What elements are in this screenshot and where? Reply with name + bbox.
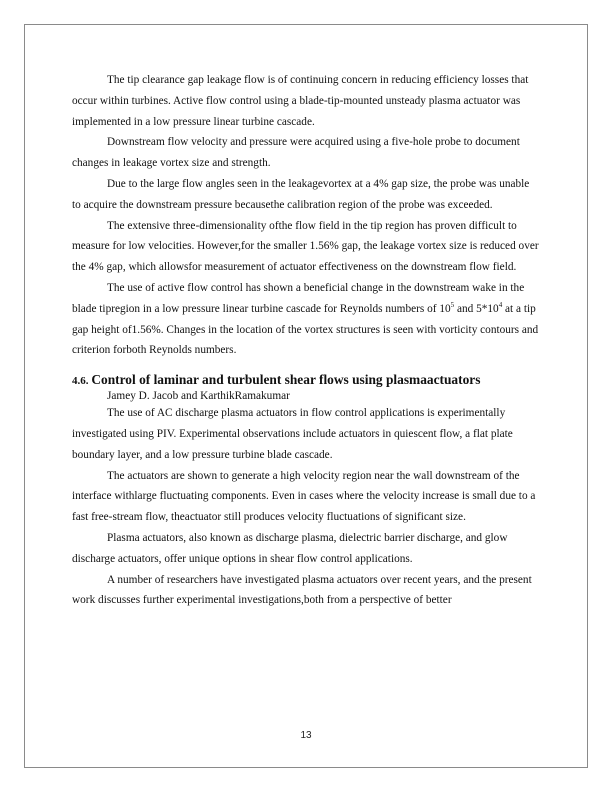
- superscript: 5: [450, 301, 455, 309]
- paragraph: Due to the large flow angles seen in the leakagevortex at a 4% gap size, the probe was unable to acquire the downstream pressure becausethe calibration region of the probe was exceeded.: [72, 177, 530, 211]
- paragraph: The actuators are shown to generate a high velocity region near the wall downstream of the interface withlarge fluctuating components. Even in cases where the velocity increase is small due to a fast free-stream flow, theactuator still produces velocity fluctuations of significant size.: [72, 469, 536, 524]
- section-heading: [72, 372, 540, 389]
- section-number: 4.6.: [72, 375, 89, 388]
- page-number: 13: [300, 730, 312, 741]
- paragraph: The tip clearance gap leakage flow is of continuing concern in reducing efficiency losses that occur within turbines. Active flow control using a blade-tip-mounted unsteady plasma actuator was implemented in a low pressure linear turbine cascade.: [72, 74, 529, 128]
- text-run: and 5*10: [454, 302, 499, 315]
- paragraph: The use of AC discharge plasma actuators in flow control applications is experimentally investigated using PIV. Experimental observations include actuators in quiescent flow, a flat plate boundary layer, and a low pressure turbine blade cascade.: [72, 407, 513, 461]
- paragraph-reynolds: [72, 278, 540, 361]
- document-body: [72, 70, 540, 611]
- paragraph: A number of researchers have investigated plasma actuators over recent years, and the present work discusses further experimental investigations,both from a perspective of better: [72, 573, 532, 607]
- paragraph: The extensive three-dimensionality ofthe flow field in the tip region has proven difficult to measure for low velocities. However,for the smaller 1.56% gap, the leakage vortex size is reduced over the 4% gap, which allowsfor measurement of actuator effectiveness on the downstream flow field.: [72, 219, 539, 274]
- paragraph: Plasma actuators, also known as discharge plasma, dielectric barrier discharge, and glow discharge actuators, offer unique options in shear flow control applications.: [72, 531, 508, 565]
- superscript: 4: [498, 301, 503, 309]
- text-run: at a tip gap height of1.56%. Changes in the location of the vortex structures is seen with vorticity contours and criterion forboth Reynolds numbers.: [72, 302, 539, 357]
- section-title: Control of laminar and turbulent shear flows using plasmaactuators: [91, 372, 481, 388]
- paragraph: Downstream flow velocity and pressure were acquired using a five-hole probe to document changes in leakage vortex size and strength.: [72, 136, 520, 170]
- authors: Jamey D. Jacob and KarthikRamakumar: [107, 390, 290, 403]
- text-run: The use of active flow control has shown a beneficial change in the downstream wake in the blade tipregion in a low pressure linear turbine cascade for Reynolds numbers of 10: [72, 281, 525, 315]
